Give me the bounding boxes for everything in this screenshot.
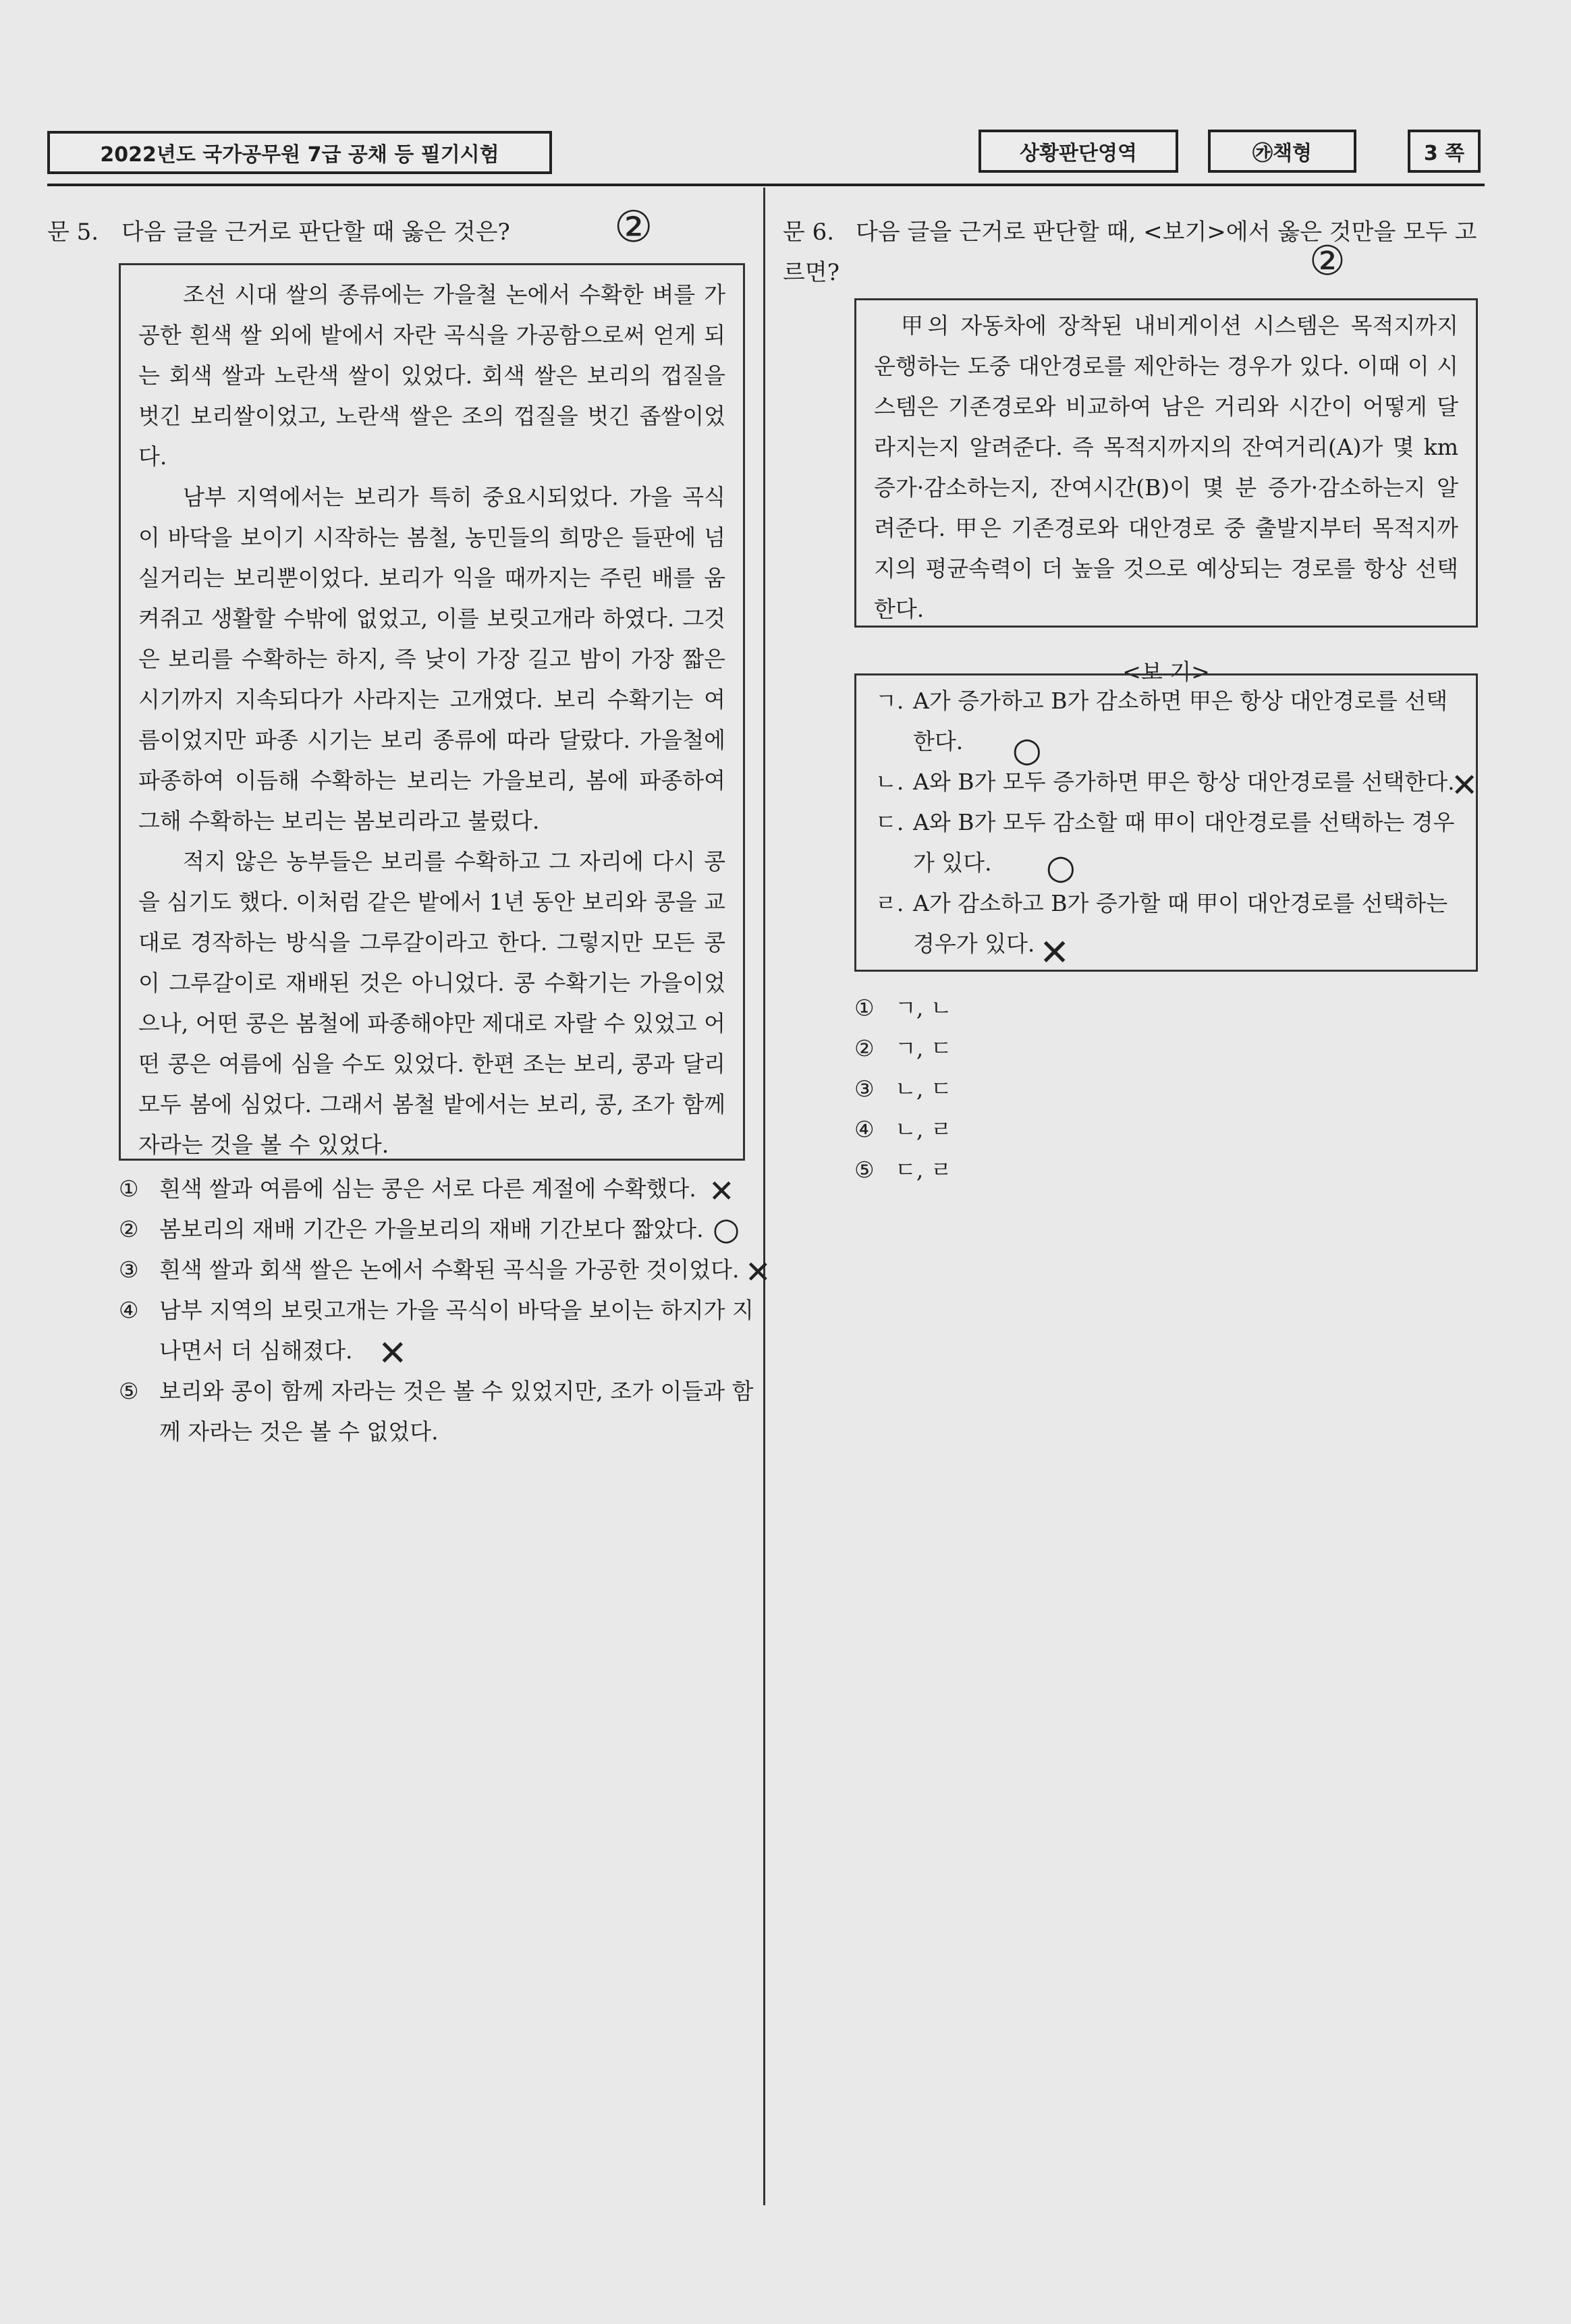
q6-passage: 甲의 자동차에 장착된 내비게이션 시스템은 목적지까지 운행하는 도중 대안경로를 제안하는 경우가 있다. 이때 이 시스템은 기존경로와 비교하여 남은 거리와 시간이 어떻게 달라지는지 알려준다. 즉 목적지까지의 잔여거리(A)가 몇 km 증가·감소하는지, 잔여시간(B)이 몇 분 증가·감소하는지 알려준다. 甲은 기존경로와 대안경로 중 출발지부터 목적지까지의 평균속력이 더 높을 것으로 예상되는 경로를 항상 선택한다.: [874, 312, 1458, 622]
q5-paragraph: 남부 지역에서는 보리가 특히 중요시되었다. 가을 곡식이 바닥을 보이기 시작하는 봄철, 농민들의 희망은 들판에 넘실거리는 보리뿐이었다. 보리가 익을 때까지는 주린 배를 움켜쥐고 생활할 수밖에 없었고, 이를 보릿고개라 하였다. 그것은 보리를 수확하는 하지, 즉 낮이 가장 길고 밤이 가장 짧은 시기까지 지속되다가 사라지는 고개였다. 보리 수확기는 여름이었지만 파종 시기는 보리 종류에 따라 달랐다. 가을철에 파종하여 이듬해 수확하는 보리는 가을보리, 봄에 파종하여 그해 수확하는 보리는 봄보리라고 불렀다.: [138, 484, 725, 834]
option-number: ④: [119, 1297, 139, 1323]
option-number: ③: [119, 1256, 139, 1283]
q6-handwritten-answer: ②: [1309, 238, 1346, 285]
option-number: ②: [854, 1035, 875, 1061]
exam-title-box: [47, 131, 552, 174]
option-text: 남부 지역의 보릿고개는 가을 곡식이 바닥을 보이는 하지가 지나면서 더 심해졌다.: [159, 1297, 754, 1364]
q6-passage-box: [854, 298, 1478, 628]
q6-option-1[interactable]: [854, 988, 1259, 1028]
q6-number: 문 6.: [783, 219, 835, 246]
bogi-box: [854, 673, 1478, 972]
option-text: ㄱ, ㄴ: [895, 995, 952, 1021]
q5-prompt: 다음 글을 근거로 판단할 때 옳은 것은?: [121, 219, 510, 246]
q6-option-4[interactable]: [854, 1109, 1259, 1150]
q5-option-3[interactable]: [119, 1250, 767, 1290]
q6-heading: [783, 212, 1485, 293]
bogi-item-text: A와 B가 모두 감소할 때 甲이 대안경로를 선택하는 경우가 있다.: [913, 809, 1455, 876]
bogi-item-text: A가 감소하고 B가 증가할 때 甲이 대안경로를 선택하는 경우가 있다.: [913, 890, 1448, 957]
option-text: 보리와 콩이 함께 자라는 것은 볼 수 있었지만, 조가 이들과 함께 자라는 것은 볼 수 없었다.: [159, 1378, 754, 1445]
option-number: ①: [119, 1175, 139, 1202]
q5-mark-4: ✕: [378, 1333, 408, 1374]
booklet-type: ㉮책형: [1252, 142, 1312, 165]
option-text: 흰색 쌀과 회색 쌀은 논에서 수확된 곡식을 가공한 것이었다.: [159, 1256, 740, 1283]
q5-option-2[interactable]: [119, 1209, 767, 1250]
q5-options: [119, 1169, 767, 1452]
bogi-item-label: ㄱ.: [875, 688, 904, 714]
q5-mark-1: ✕: [709, 1173, 735, 1209]
q5-number: 문 5.: [47, 219, 99, 246]
bogi-item-1: [875, 681, 1457, 762]
bogi-item-2: [875, 762, 1457, 802]
option-number: ④: [854, 1116, 875, 1142]
option-text: ㄱ, ㄷ: [895, 1035, 952, 1061]
header-rule: [47, 184, 1485, 186]
subject-box: [979, 130, 1178, 173]
booklet-box: [1208, 130, 1356, 173]
q5-passage-box: [119, 263, 745, 1161]
q6-options: [854, 988, 1259, 1190]
option-text: 흰색 쌀과 여름에 심는 콩은 서로 다른 계절에 수확했다.: [159, 1175, 696, 1202]
q6-prompt: 다음 글을 근거로 판단할 때, <보기>에서 옳은 것만을 모두 고르면?: [783, 219, 1477, 286]
page-number: 3 쪽: [1423, 142, 1465, 165]
q6-mark-1: ○: [1012, 730, 1042, 769]
exam-title: 2022년도 국가공무원 7급 공채 등 필기시험: [100, 143, 499, 167]
q6-mark-3: ○: [1046, 848, 1076, 887]
option-text: ㄴ, ㄷ: [895, 1076, 952, 1102]
option-text: ㄴ, ㄹ: [895, 1116, 952, 1142]
q5-handwritten-answer: ②: [614, 202, 653, 252]
bogi-item-label: ㄷ.: [875, 809, 904, 835]
bogi-item-3: [875, 802, 1457, 883]
q5-mark-2: ○: [713, 1211, 740, 1247]
option-number: ⑤: [119, 1378, 139, 1404]
bogi-item-label: ㄴ.: [875, 769, 904, 795]
q6-option-2[interactable]: [854, 1028, 1259, 1069]
q5-paragraph: 적지 않은 농부들은 보리를 수확하고 그 자리에 다시 콩을 심기도 했다. 이처럼 같은 밭에서 1년 동안 보리와 콩을 교대로 경작하는 방식을 그루갈이라고 한다. 그렇지만 모든 콩이 그루갈이로 재배된 것은 아니었다. 콩 수확기는 가을이었으나, 어떤 콩은 봄철에 파종해야만 제대로 자랄 수 있었고 어떤 콩은 여름에 심을 수도 있었다. 한편 조는 보리, 콩과 달리 모두 봄에 심었다. 그래서 봄철 밭에서는 보리, 콩, 조가 함께 자라는 것을 볼 수 있었다.: [138, 848, 725, 1158]
q5-option-1[interactable]: [119, 1169, 767, 1209]
option-number: ③: [854, 1076, 875, 1102]
q5-mark-3: ✕: [745, 1254, 771, 1290]
subject-label: 상황판단영역: [1020, 142, 1137, 165]
q5-option-4[interactable]: [119, 1290, 767, 1371]
q6-option-5[interactable]: [854, 1150, 1259, 1190]
q6-mark-4: ✕: [1039, 931, 1070, 974]
page-number-box: [1408, 130, 1481, 173]
bogi-item-label: ㄹ.: [875, 890, 904, 916]
option-number: ②: [119, 1216, 139, 1242]
q5-option-5[interactable]: [119, 1371, 767, 1452]
option-number: ①: [854, 995, 875, 1021]
bogi-item-4: [875, 883, 1457, 964]
option-number: ⑤: [854, 1157, 875, 1183]
q6-mark-2: ✕: [1451, 767, 1479, 804]
q6-option-3[interactable]: [854, 1069, 1259, 1109]
option-text: ㄷ, ㄹ: [895, 1157, 952, 1183]
bogi-item-text: A가 증가하고 B가 감소하면 甲은 항상 대안경로를 선택한다.: [913, 688, 1448, 754]
bogi-title-text: <보 기>: [1122, 659, 1210, 685]
option-text: 봄보리의 재배 기간은 가을보리의 재배 기간보다 짧았다.: [159, 1216, 704, 1242]
bogi-item-text: A와 B가 모두 증가하면 甲은 항상 대안경로를 선택한다.: [913, 769, 1455, 795]
q5-paragraph: 조선 시대 쌀의 종류에는 가을철 논에서 수확한 벼를 가공한 흰색 쌀 외에 밭에서 자란 곡식을 가공함으로써 얻게 되는 회색 쌀과 노란색 쌀이 있었다. 회색 쌀은 보리의 껍질을 벗긴 보리쌀이었고, 노란색 쌀은 조의 껍질을 벗긴 좁쌀이었다.: [138, 281, 725, 470]
